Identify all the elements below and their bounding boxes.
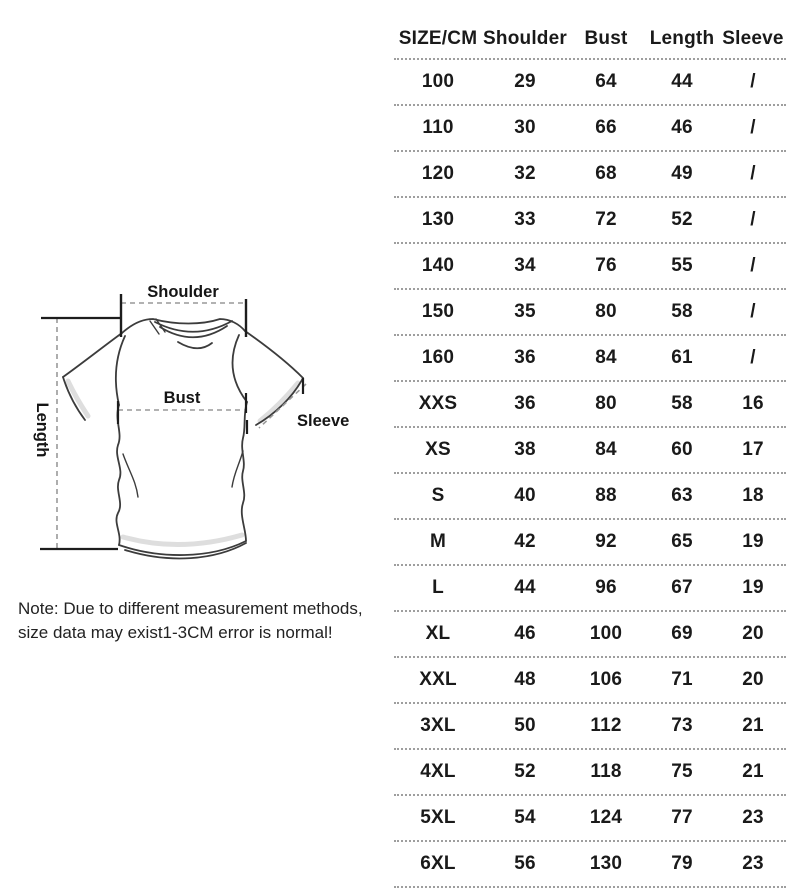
measurement-cell: / [750, 209, 756, 230]
measurement-cell: 44 [514, 577, 536, 598]
measurement-cell: 84 [595, 439, 617, 460]
measurement-cell: 30 [514, 117, 536, 138]
size-label-cell: 4XL [420, 761, 456, 782]
size-table [394, 20, 786, 888]
table-row [394, 428, 786, 474]
measurement-cell: 100 [589, 623, 623, 644]
measurement-cell: 55 [671, 255, 693, 276]
measurement-cell: 71 [671, 669, 693, 690]
measurement-cell: 16 [742, 393, 764, 414]
left-wrinkle-line [123, 454, 138, 497]
tshirt-outline [63, 319, 303, 558]
measurement-cell: / [750, 117, 756, 138]
size-label-cell: L [432, 577, 444, 598]
measurement-cell: 48 [514, 669, 536, 690]
header-bust: Bust [584, 28, 628, 49]
size-label-cell: 130 [421, 209, 455, 230]
measurement-cell: 23 [742, 853, 764, 874]
measurement-cell: 21 [742, 715, 764, 736]
measurement-cell: / [750, 163, 756, 184]
measurement-cell: 64 [595, 71, 617, 92]
measurement-cell: 96 [595, 577, 617, 598]
size-label-cell: 150 [421, 301, 455, 322]
size-label-cell: 160 [421, 347, 455, 368]
measurement-cell: 19 [742, 577, 764, 598]
table-row [394, 244, 786, 290]
left-armhole-seam [116, 336, 125, 405]
measurement-cell: / [750, 71, 756, 92]
length-label: Length [33, 402, 51, 458]
measurement-cell: 52 [671, 209, 693, 230]
header-length: Length [649, 28, 715, 49]
measurement-cell: 36 [514, 393, 536, 414]
bust-label: Bust [163, 389, 201, 407]
measurement-cell: 67 [671, 577, 693, 598]
sleeve-label: Sleeve [297, 412, 350, 430]
measurement-cell: 65 [671, 531, 693, 552]
size-label-cell: M [429, 531, 447, 552]
table-row [394, 796, 786, 842]
tshirt-measurement-diagram [10, 275, 390, 585]
left-sleeve-opening [63, 377, 85, 420]
table-row [394, 106, 786, 152]
right-cuff-highlight [260, 383, 298, 421]
size-label-cell: 5XL [420, 807, 456, 828]
measurement-cell: 46 [514, 623, 536, 644]
measurement-cell: 20 [742, 623, 764, 644]
table-row [394, 612, 786, 658]
table-row [394, 842, 786, 888]
table-row [394, 566, 786, 612]
measurement-guides [40, 294, 306, 549]
table-row [394, 658, 786, 704]
measurement-cell: 50 [514, 715, 536, 736]
size-label-cell: 110 [422, 117, 454, 138]
measurement-cell: 34 [514, 255, 536, 276]
measurement-cell: 124 [589, 807, 623, 828]
size-label-cell: 100 [421, 71, 455, 92]
measurement-cell: 21 [742, 761, 764, 782]
measurement-cell: 19 [742, 531, 764, 552]
measurement-cell: 49 [671, 163, 693, 184]
header-sleeve: Sleeve [722, 28, 784, 49]
table-row [394, 704, 786, 750]
measurement-cell: 58 [671, 301, 693, 322]
measurement-cell: 75 [671, 761, 693, 782]
table-row [394, 290, 786, 336]
measurement-cell: 35 [514, 301, 536, 322]
measurement-cell: 84 [595, 347, 617, 368]
measurement-cell: 42 [514, 531, 536, 552]
measurement-cell: 77 [671, 807, 693, 828]
measurement-cell: 73 [671, 715, 693, 736]
measurement-cell: 33 [514, 209, 536, 230]
table-row [394, 474, 786, 520]
measurement-cell: 76 [595, 255, 617, 276]
measurement-cell: 118 [590, 761, 622, 782]
measurement-cell: 44 [671, 71, 693, 92]
left-sleeve-outer [63, 333, 122, 377]
note-line-2: size data may exist1-3CM error is normal! [18, 623, 333, 642]
size-label-cell: 3XL [420, 715, 456, 736]
measurement-cell: 106 [589, 669, 623, 690]
measurement-cell: 80 [595, 393, 617, 414]
measurement-cell: 56 [514, 853, 536, 874]
table-row [394, 520, 786, 566]
header-size-cm: SIZE/CM [398, 28, 478, 49]
size-label-cell: 120 [421, 163, 455, 184]
right-sleeve-outer [245, 331, 303, 378]
size-label-cell: XL [425, 623, 451, 644]
size-label-cell: XXL [419, 669, 457, 690]
measurement-cell: 61 [671, 347, 693, 368]
measurement-cell: 66 [595, 117, 617, 138]
measurement-cell: 112 [590, 715, 622, 736]
table-header-row [394, 20, 786, 60]
measurement-cell: 63 [671, 485, 693, 506]
measurement-cell: 36 [514, 347, 536, 368]
measurement-cell: 130 [589, 853, 623, 874]
measurement-cell: 52 [514, 761, 536, 782]
measurement-cell: / [750, 347, 756, 368]
measurement-cell: 60 [671, 439, 693, 460]
table-row [394, 60, 786, 106]
note-text [18, 597, 363, 645]
measurement-cell: 79 [671, 853, 693, 874]
measurement-cell: / [750, 301, 756, 322]
measurement-cell: 54 [514, 807, 536, 828]
measurement-cell: 46 [671, 117, 693, 138]
table-body [394, 60, 786, 888]
table-row [394, 336, 786, 382]
right-wrinkle-line [232, 451, 243, 487]
hem-highlight [123, 535, 242, 545]
table-row [394, 198, 786, 244]
measurement-cell: / [750, 255, 756, 276]
table-row [394, 152, 786, 198]
measurement-cell: 32 [514, 163, 536, 184]
size-label-cell: XXS [418, 393, 458, 414]
note-line-1: Note: Due to different measurement methods, [18, 599, 363, 618]
measurement-cell: 69 [671, 623, 693, 644]
measurement-cell: 68 [595, 163, 617, 184]
measurement-cell: 40 [514, 485, 536, 506]
shoulder-label: Shoulder [147, 283, 219, 301]
measurement-cell: 18 [742, 485, 764, 506]
size-label-cell: 6XL [420, 853, 456, 874]
size-label-cell: S [431, 485, 445, 506]
measurement-cell: 72 [595, 209, 617, 230]
measurement-cell: 38 [514, 439, 536, 460]
table-row [394, 382, 786, 428]
measurement-cell: 20 [742, 669, 764, 690]
measurement-cell: 29 [514, 71, 536, 92]
left-body-side [116, 405, 120, 545]
measurement-cell: 80 [595, 301, 617, 322]
size-label-cell: 140 [421, 255, 455, 276]
right-armhole-seam [233, 335, 247, 402]
measurement-cell: 92 [595, 531, 617, 552]
front-neck-fold [178, 342, 212, 348]
header-shoulder: Shoulder [483, 28, 567, 49]
table-row [394, 750, 786, 796]
measurement-cell: 23 [742, 807, 764, 828]
measurement-cell: 88 [595, 485, 617, 506]
measurement-cell: 17 [742, 439, 764, 460]
size-label-cell: XS [425, 439, 451, 460]
measurement-cell: 58 [671, 393, 693, 414]
